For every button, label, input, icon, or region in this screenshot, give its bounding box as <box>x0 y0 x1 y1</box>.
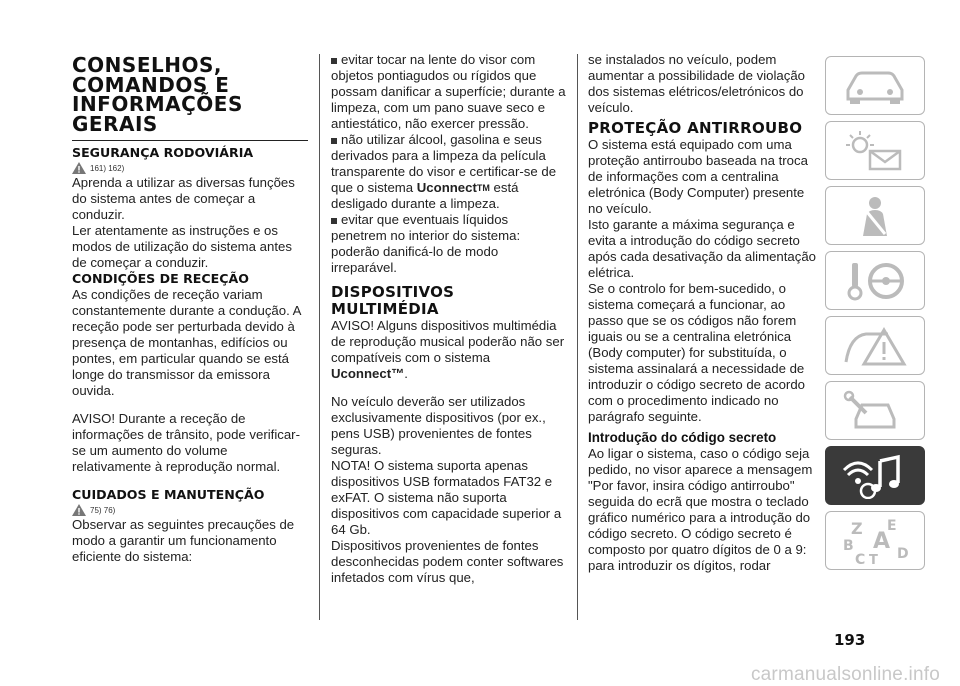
tab-multimedia[interactable] <box>825 446 925 505</box>
warning-triangle-icon <box>72 162 86 174</box>
paragraph: se instalados no veículo, podem aumentar a possibilidade de violação dos sistemas elétricos/eletrónicos do veículo. <box>588 52 806 115</box>
section-heading: SEGURANÇA RODOVIÁRIA <box>72 145 254 160</box>
paragraph: NOTA! O sistema suporta apenas dispositivos USB formatados FAT32 e exFAT. O sistema não suporta dispositivos com capacidade superior a 64 Gb. <box>331 458 562 537</box>
svg-text:T: T <box>869 552 878 566</box>
reference-numbers: 75) 76) <box>90 505 116 515</box>
paragraph: O sistema está equipado com uma proteção antirroubo baseada na troca de informações com a centralina eletrónica (Body Computer) presente no veículo. <box>588 137 808 216</box>
paragraph: Isto garante a máxima segurança e evita a introdução do código secreto após cada desativação da alimentação elétrica. <box>588 217 817 280</box>
brand-name: Uconnect <box>416 180 477 195</box>
tab-tools-car[interactable] <box>825 381 925 440</box>
paragraph: As condições de receção variam constantemente durante a condução. A receção pode ser perturbada devido à presença de montanhas, edifícios ou pontes, em particular quando se está longe do transmissor da emissora ouvida. <box>72 287 301 398</box>
svg-text:C: C <box>855 551 866 566</box>
bullet-item: não utilizar álcool, gasolina e seus derivados para a limpeza da película transparente do visor e certificar-se de que o sistema Uconnect™ está desligado durante a limpeza. <box>331 132 557 211</box>
paragraph: Dispositivos provenientes de fontes desconhecidas podem conter softwares infetados com vírus que, <box>331 538 564 585</box>
section-heading: CONDIÇÕES DE RECEÇÃO <box>72 271 249 286</box>
subsection-heading: Introdução do código secreto <box>588 430 777 445</box>
column-divider <box>319 54 320 620</box>
trademark: TM <box>476 183 490 193</box>
title-divider <box>72 140 308 141</box>
alphabet-index-icon <box>837 516 913 566</box>
tab-car[interactable] <box>825 56 925 115</box>
tools-car-icon <box>840 389 910 433</box>
multimedia-icon <box>840 453 910 499</box>
warning-lights-icon <box>840 129 910 173</box>
svg-text:D: D <box>897 545 909 562</box>
bullet-icon <box>331 218 337 224</box>
tab-road-warning[interactable] <box>825 316 925 375</box>
tab-key-steering[interactable] <box>825 251 925 310</box>
page-number: 193 <box>834 631 866 649</box>
svg-text:E: E <box>887 517 897 534</box>
tab-seatbelt-airbag[interactable] <box>825 186 925 245</box>
paragraph: Se o controlo for bem-sucedido, o sistema começará a funcionar, ao passo que se os códigos não forem iguais ou se a centralina eletrónica (Body computer) for substituída, o sistema assinalará a necessidade de introduzir o código secreto de acordo com o procedimento indicado no parágrafo seguinte. <box>588 281 805 424</box>
paragraph: Observar as seguintes precauções de modo a garantir um funcionamento eficiente do sistema: <box>72 517 295 564</box>
section-heading: DISPOSITIVOS MULTIMÉDIA <box>331 283 455 318</box>
brand-name: Uconnect™ <box>331 366 405 381</box>
column-3 <box>588 52 816 574</box>
svg-text:Z: Z <box>851 518 863 538</box>
section-heading: CUIDADOS E MANUTENÇÃO <box>72 487 265 502</box>
warning-triangle-icon <box>72 504 86 516</box>
column-2 <box>331 52 567 586</box>
warning-reference <box>72 503 308 517</box>
key-steering-icon <box>840 259 910 303</box>
tab-alphabet-index[interactable] <box>825 511 925 570</box>
paragraph: AVISO! Alguns dispositivos multimédia de reprodução musical poderão não ser compatíveis com o sistema Uconnect™. <box>331 318 565 381</box>
svg-text:A: A <box>873 528 891 554</box>
column-divider <box>577 54 578 620</box>
warning-reference <box>72 161 308 175</box>
paragraph: Ao ligar o sistema, caso o código seja pedido, no visor aparece a mensagem "Por favor, insira código antirroubo" seguida do ecrã que mostra o teclado gráfico numérico para a introdução do código secreto. O código secreto é composto por quatro dígitos de 0 a 9: para introduzir os dígitos, rodar <box>588 446 813 573</box>
chapter-title: CONSELHOS, COMANDOS E INFORMAÇÕES GERAIS <box>72 53 243 136</box>
car-icon <box>840 66 910 106</box>
footer <box>0 664 960 683</box>
paragraph: No veículo deverão ser utilizados exclusivamente dispositivos (por ex., pens USB) provenientes de fontes seguras. <box>331 394 546 457</box>
paragraph: AVISO! Durante a receção de informações de trânsito, pode verificar-se um aumento do volume relativamente à reprodução normal. <box>72 411 300 474</box>
svg-text:B: B <box>843 537 854 554</box>
chapter-tabs <box>825 56 925 576</box>
seatbelt-airbag-icon <box>845 194 905 238</box>
paragraph: Aprenda a utilizar as diversas funções do sistema antes de começar a conduzir. <box>72 175 295 222</box>
bullet-item: evitar que eventuais líquidos penetrem no interior do sistema: poderão danificá-lo de modo irreparável. <box>331 212 521 275</box>
road-warning-icon <box>840 324 910 368</box>
section-heading: PROTEÇÃO ANTIRROUBO <box>588 119 803 137</box>
footer-watermark: carmanualsonline.info <box>750 664 940 685</box>
bullet-icon <box>331 138 337 144</box>
column-1 <box>72 52 308 565</box>
bullet-icon <box>331 58 337 64</box>
reference-numbers: 161) 162) <box>90 163 125 173</box>
bullet-item: evitar tocar na lente do visor com objetos pontiagudos ou rígidos que possam danificar a superfície; durante a limpeza, com um pano suave seco e antiestático, não exercer pressão. <box>331 52 566 131</box>
tab-warning-lights[interactable] <box>825 121 925 180</box>
paragraph: Ler atentamente as instruções e os modos de utilização do sistema antes de começar a conduzir. <box>72 223 292 270</box>
